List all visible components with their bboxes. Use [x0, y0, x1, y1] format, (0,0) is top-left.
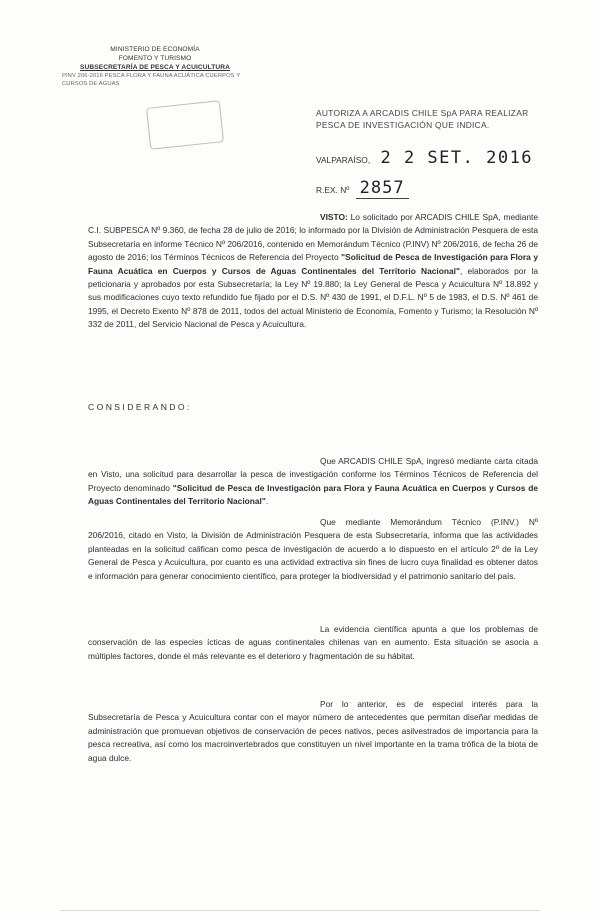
c2-text: Que mediante Memorándum Técnico (P.INV.) Nº 206/2016, citado en Visto, la División de Administración Pesquera de esta Subsecretaría, informa que las actividades planteadas en la solicitud califican como pesca de investigación de acuerdo a lo dispuesto en el artículo 2º de la Ley General de Pesca y Acuicultura, por cuanto es una actividad extractiva sin fines de lucro cuya finalidad es obtener datos e información para generar conocimiento científico, para proteger la biodiversidad y el patrimonio sanitario del país.: [88, 517, 538, 581]
date-stamp: 2 2 SET. 2016: [380, 148, 534, 168]
received-stamp: [146, 100, 224, 150]
ministry-header: [60, 45, 250, 88]
resolution-number: 2857: [356, 178, 409, 199]
header-line-subsecretaria: SUBSECRETARÍA DE PESCA Y ACUICULTURA: [79, 64, 231, 71]
considerando-2: [88, 516, 538, 583]
c1-text-a: Que ARCADIS CHILE SpA, ingresó mediante carta citada en Visto, una solicitud para desarrollar la pesca de investigación conforme los Términos Técnicos de Referencia del Proyecto denominado: [88, 456, 538, 493]
resolution-subject: AUTORIZA A ARCADIS CHILE SpA PARA REALIZAR PESCA DE INVESTIGACIÓN QUE INDICA.: [316, 108, 529, 130]
resolution-number-line: [316, 178, 409, 198]
date-line: [316, 148, 533, 168]
resolution-label: R.EX. Nº: [316, 185, 350, 195]
c4-text: Por lo anterior, es de especial interés para la Subsecretaría de Pesca y Acuicultura contar con el mayor número de antecedentes que permitan diseñar medidas de administración que promuevan objetivos de conservación de peces nativos, peces asilvestrados de importancia para la pesca recreativa, así como los macroinvertebrados que constituyen un nivel importante en la trama trófica de la biota de agua dulce.: [88, 699, 538, 763]
c1-project-title: "Solicitud de Pesca de Investigación para Flora y Fauna Acuática en Cuerpos y Cursos de Aguas Continentales del Territorio Nacional": [88, 482, 538, 507]
considerando-3: [88, 623, 538, 663]
visto-paragraph: [88, 211, 538, 332]
header-line-ministry: MINISTERIO DE ECONOMÍA: [110, 46, 200, 53]
header-line-fomento: FOMENTO Y TURISMO: [118, 55, 192, 62]
considerando-heading: CONSIDERANDO:: [88, 402, 192, 412]
page-bottom-rule: [60, 910, 540, 911]
visto-label: VISTO:: [320, 212, 348, 222]
visto-text-a: Lo solicitado por ARCADIS CHILE SpA, mediante C.I. SUBPESCA Nº 9.360, de fecha 28 de julio de 2016; lo informado por la División de Administración Pesquera de esta Subsecretaría en informe Técnico Nº 206/2016, contenido en Memorándum Técnico (P.INV) Nº 206/2016, de fecha 26 de agosto de 2016; los Términos Técnicos de Referencia del Proyecto: [88, 212, 538, 263]
considerando-1: [88, 455, 538, 509]
visto-project-title: "Solicitud de Pesca de Investigación para Flora y Fauna Acuática en Cuerpos y Cursos de Aguas Continentales del Territorio Nacional": [88, 252, 538, 276]
visto-text-b: , elaborados por la peticionaria y aprobados por esta Subsecretaría; la Ley Nº 19.880; la Ley General de Pesca y Acuicultura Nº 18.892 y sus modificaciones cuyo texto refundido fue fijado por el D.S. Nº 430 de 1991, el D.F.L. Nº 5 de 1983, el D.S. Nº 461 de 1995, el Decreto Exento Nº 878 de 2011, todos del actual Ministerio de Economía, Fomento y Turismo; la Resolución Nº 332 de 2011, del Servicio Nacional de Pesca y Acuicultura.: [88, 265, 538, 330]
date-city: VALPARAÍSO,: [316, 155, 371, 165]
header-reference-code: PINV 206-2016 PESCA FLORA Y FAUNA ACUÁTICA CUERPOS Y CURSOS DE AGUAS: [62, 73, 241, 87]
c3-text: La evidencia científica apunta a que los problemas de conservación de las especies ícticas de aguas continentales chilenas van en aumento. Esta situación se asocia a múltiples factores, donde el más relevante es el deterioro y fragmentación de su hábitat.: [88, 624, 538, 661]
considerando-4: [88, 698, 538, 765]
c1-text-b: .: [265, 496, 269, 507]
